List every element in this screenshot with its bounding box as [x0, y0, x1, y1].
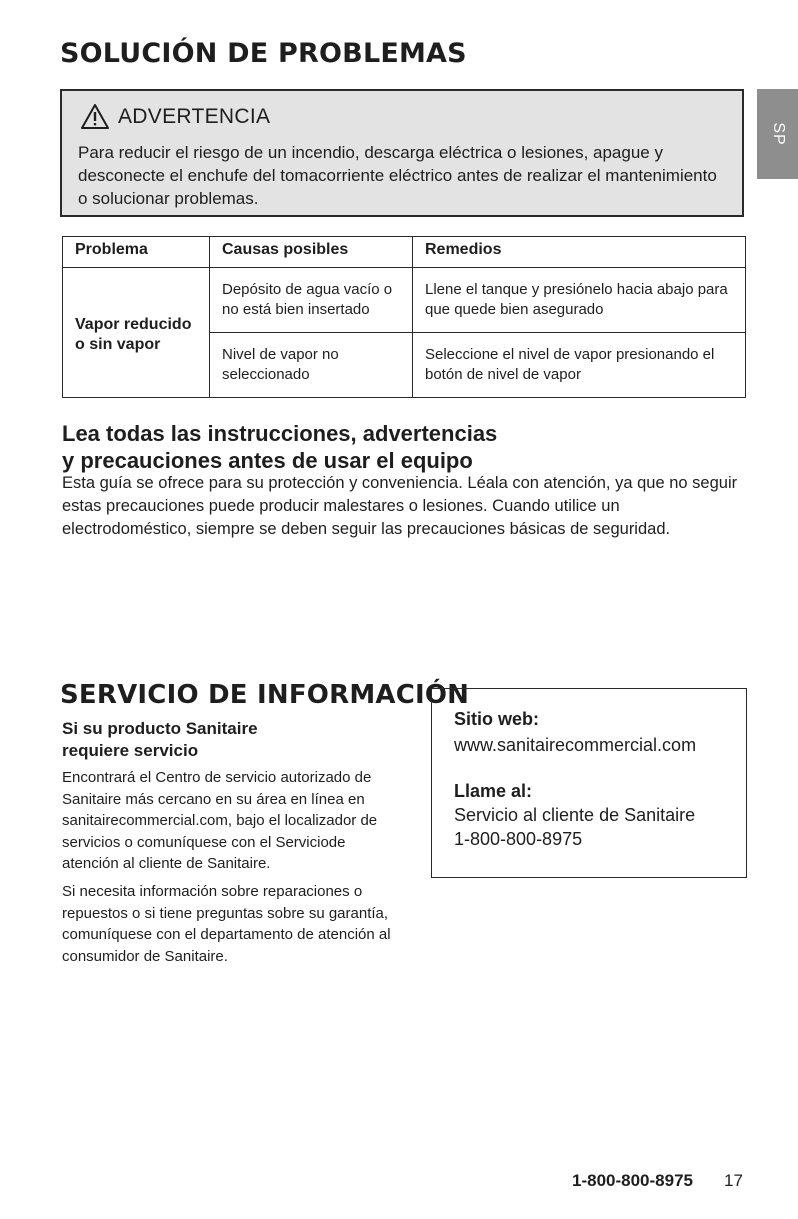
- warning-header: [80, 103, 270, 130]
- read-instructions-body: Esta guía se ofrece para su protección y conveniencia. Léala con atención, ya que no seguir estas precauciones puede producir malestares o lesiones. Cuando utilice un electrodoméstico, siempre se deben seguir las precauciones básicas de seguridad.: [62, 474, 738, 538]
- troubleshooting-table: [62, 236, 746, 398]
- cause-cell: Nivel de vapor no seleccionado: [210, 333, 413, 398]
- warning-title: ADVERTENCIA: [118, 104, 271, 128]
- service-subheading-line2: requiere servicio: [62, 741, 199, 760]
- service-subheading: [62, 718, 258, 762]
- customer-service-phone[interactable]: 1-800-800-8975: [454, 829, 583, 849]
- column-header-causes: Causas posibles: [210, 237, 413, 268]
- footer-phone: 1-800-800-8975: [572, 1171, 693, 1190]
- warning-box: [60, 89, 744, 217]
- column-header-remedies: Remedios: [413, 237, 746, 268]
- table-header-row: [63, 237, 746, 268]
- language-tab-label: SP: [769, 122, 787, 146]
- service-title: SERVICIO DE INFORMACIÓN: [60, 680, 470, 710]
- website-label: Sitio web:: [454, 709, 539, 729]
- page-number: 17: [724, 1171, 743, 1190]
- service-subheading-line1: Si su producto Sanitaire: [62, 719, 258, 738]
- website-link[interactable]: www.sanitairecommercial.com: [454, 735, 697, 755]
- warning-text: Para reducir el riesgo de un incendio, descarga eléctrica o lesiones, apague y desconecte el enchufe del tomacorriente eléctrico antes de realizar el mantenimiento o solucionar problemas.: [78, 143, 717, 208]
- column-header-problem: Problema: [63, 237, 210, 268]
- customer-service-name: Servicio al cliente de Sanitaire: [454, 805, 696, 825]
- cause-cell: Depósito de agua vacío o no está bien insertado: [210, 268, 413, 333]
- warning-triangle-icon: [80, 103, 110, 130]
- page-title: SOLUCIÓN DE PROBLEMAS: [60, 38, 467, 69]
- language-tab: [757, 89, 798, 179]
- read-heading-line2: y precauciones antes de usar el equipo: [62, 448, 473, 473]
- read-heading-line1: Lea todas las instrucciones, advertencias: [62, 421, 498, 446]
- contact-box: [431, 688, 747, 878]
- table-row: [63, 268, 746, 333]
- remedy-cell: Llene el tanque y presiónelo hacia abajo para que quede bien asegurado: [413, 268, 746, 333]
- service-paragraph-1: Encontrará el Centro de servicio autorizado de Sanitaire más cercano en su área en línea en sanitairecommercial.com, bajo el localizador de servicios o comuníquese con el Serviciode atención al cliente de Sanitaire.: [62, 769, 378, 872]
- read-instructions-heading: [62, 420, 497, 474]
- remedy-cell: Seleccione el nivel de vapor presionando el botón de nivel de vapor: [413, 333, 746, 398]
- service-paragraph-2: Si necesita información sobre reparaciones o repuestos o si tiene preguntas sobre su garantía, comuníquese con el departamento de atención al consumidor de Sanitaire.: [62, 883, 391, 965]
- call-label: Llame al:: [454, 781, 533, 801]
- problem-cell: Vapor reducido o sin vapor: [63, 268, 210, 398]
